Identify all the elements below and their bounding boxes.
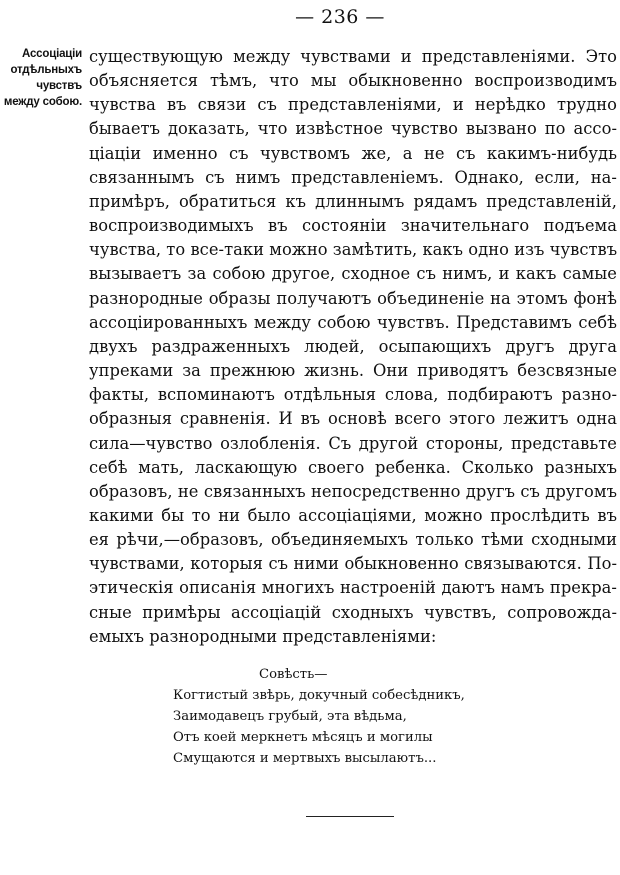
poem-line: Заимодавецъ грубый, эта вѣдьма, [173,709,407,724]
marginal-note-line: чувствъ [36,80,82,92]
poem-line: Совѣсть— [259,667,328,682]
body-line: связаннымъ съ нимъ представленіемъ. Однако, если, на- [89,167,617,187]
poem-line: Когтистый звѣрь, докучный собесѣдникъ, [173,688,465,703]
body-line: образовъ, не связанныхъ непосредственно другъ съ другомъ [89,481,617,501]
marginal-note-line: Ассоціаціи [22,48,82,60]
body-line: этическія описанія многихъ настроеній даютъ намъ прекра- [89,578,617,598]
body-line: какими бы то ни было ассоціаціями, можно прослѣдить въ [89,505,617,525]
body-line: образныя сравненія. И въ основѣ всего этого лежитъ одна [89,409,617,429]
body-line: двухъ раздраженныхъ людей, осыпающихъ другъ друга [89,336,617,356]
body-line: ея рѣчи,—образовъ, объединяемыхъ только тѣми сходными [89,530,617,550]
body-line: существующую между чувствами и представленіями. Это [89,47,617,66]
body-line: объясняется тѣмъ, что мы обыкновенно воспроизводимъ [89,71,617,91]
poem-quote [173,664,465,769]
body-line: емыхъ разнородными представленіями: [89,626,437,646]
body-line: сила—чувство озлобленія. Съ другой стороны, представьте [89,433,617,453]
body-line: бываетъ доказать, что извѣстное чувство вызвано по ассо- [89,119,617,139]
body-line: чувства въ связи съ представленіями, и нерѣдко трудно [89,95,617,115]
poem-line: Отъ коей меркнетъ мѣсяцъ и могилы [173,730,433,745]
body-line: упреками за прежнюю жизнь. Они приводятъ безсвязные [89,361,617,381]
poem-line: Смущаются и мертвыхъ высылаютъ... [173,751,437,766]
marginal-note-line: отдѣльныхъ [10,64,82,76]
body-line: вызываетъ за собою другое, сходное съ нимъ, и какъ самые [89,264,617,284]
body-paragraph [89,45,617,649]
body-line: разнородные образы получаютъ объединеніе на этомъ фонѣ [89,288,617,308]
body-line: чувства, то все-таки можно замѣтить, какъ одно изъ чувствъ [89,240,618,260]
body-line: себѣ мать, ласкающую своего ребенка. Сколько разныхъ [89,457,617,477]
body-line: сные примѣры ассоціацій сходныхъ чувствъ, сопровожда- [89,602,617,622]
end-divider [306,816,394,817]
page-number: — 236 — [295,6,385,28]
marginal-note [0,46,82,110]
body-line: факты, вспоминаютъ отдѣльныя слова, подбираютъ разно- [89,385,617,405]
body-line: примѣръ, обратиться къ длиннымъ рядамъ представленій, [89,191,617,211]
body-line: воспроизводимыхъ въ состояніи значительнаго подъема [89,216,617,236]
body-line: чувствами, которыя съ ними обыкновенно связываются. По- [89,554,617,574]
marginal-note-line: между собою. [3,96,82,108]
body-line: ціаціи именно съ чувствомъ же, а не съ какимъ-нибудь [89,143,617,163]
body-line: ассоціированныхъ между собою чувствъ. Представимъ себѣ [89,312,617,332]
